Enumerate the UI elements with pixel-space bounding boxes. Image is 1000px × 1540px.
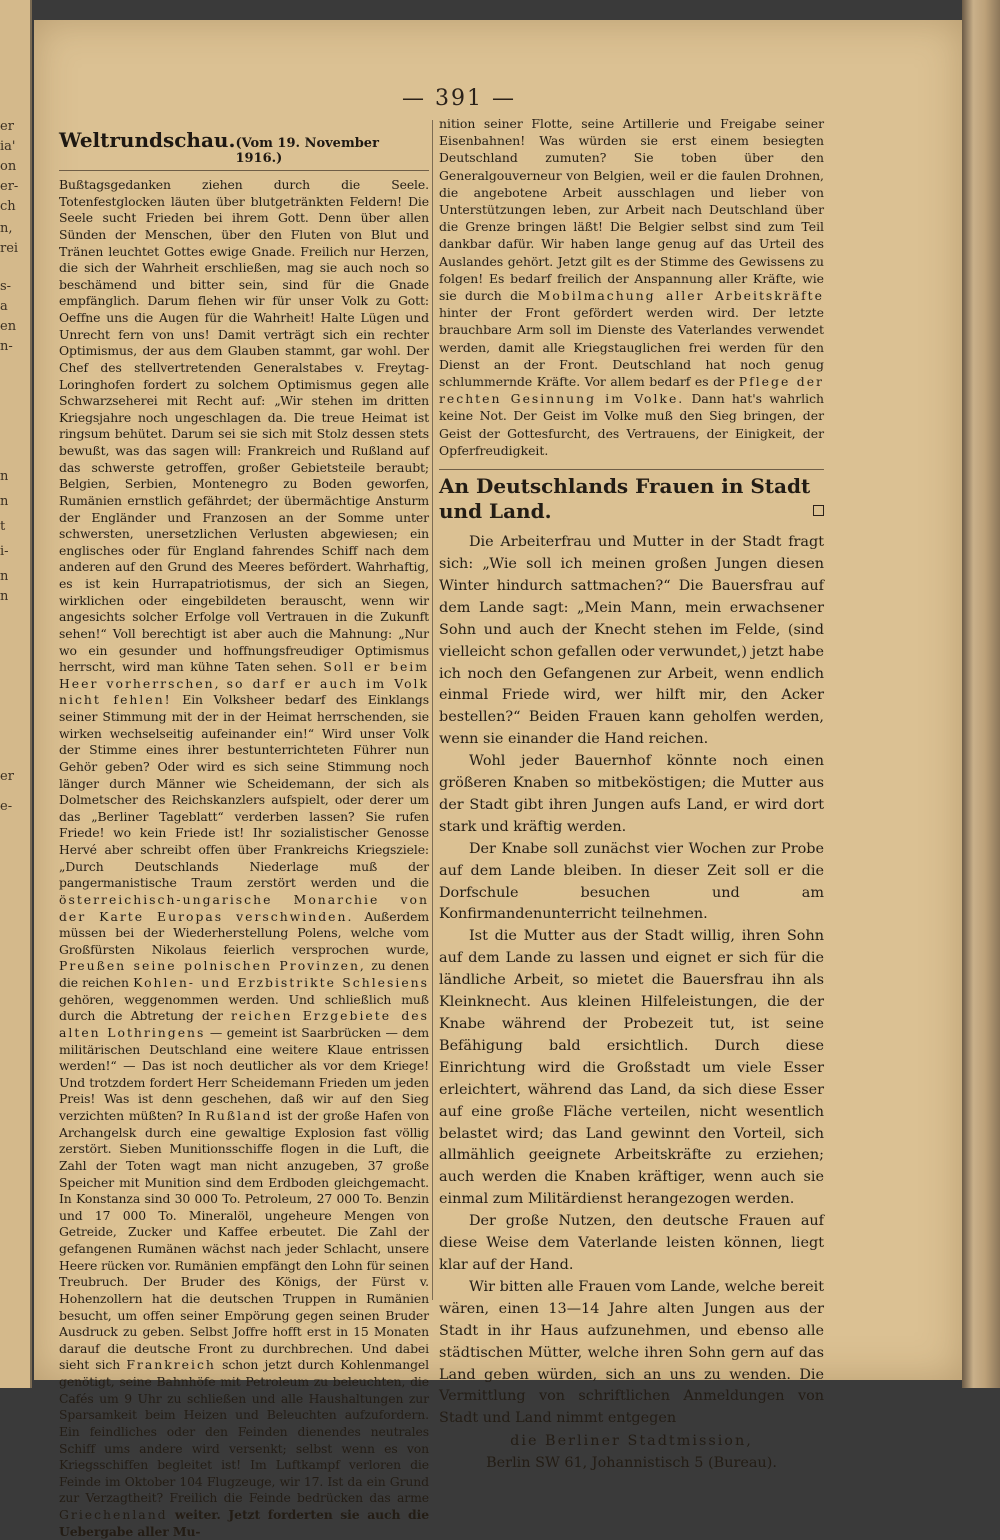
margin-fragment: n- [0,339,13,354]
address-line: Berlin SW 61, Johannistisch 5 (Bureau). [486,1455,777,1472]
previous-page-edge [0,0,32,1388]
page-number: — 391 — [402,86,516,111]
article-paragraph: Die Arbeiterfrau und Mutter in der Stadt fragt sich: „Wie soll ich meinen großen Jungen diesen Winter hindurch sattmachen?“ Die Bauersfrau auf dem Lande sagt: „Mein Mann, mein erwachsener Sohn und auch der Knecht stehen im Felde, (sind vielleicht schon gefallen oder verwundet,) jetzt habe ich noch den Gefangenen zur Arbeit, wenn endlich einmal Friede wird, wer hilft mir, den Acker bestellen?“ Beiden Frauen kann geholfen werden, wenn sie einander die Hand reichen. [439,534,824,748]
margin-fragment: er [0,119,14,134]
article-paragraph: Der große Nutzen, den deutsche Frauen auf diese Weise dem Vaterlande leisten können, liegt klar auf der Hand. [439,1213,824,1273]
margin-fragment: t [0,519,6,534]
margin-fragment: s- [0,279,12,294]
margin-fragment: ch [0,199,16,214]
margin-fragment: n, [0,221,13,236]
margin-fragment: rei [0,241,19,256]
margin-fragment: en [0,319,17,334]
margin-fragment: n [0,494,9,509]
margin-fragment: n [0,589,9,604]
article-paragraph: Wir bitten alle Frauen vom Lande, welche bereit wären, einen 13—14 Jahre alten Jungen aus der Stadt in ihr Haus aufzunehmen, und ebenso alle städtischen Mütter, welche ihren Sohn gern auf das Land geben würden, sich an uns zu wenden. Die Vermittlung von schriftlichen Anmeldungen von Stadt und Land nimmt entgegen [439,1278,824,1427]
margin-fragment: n [0,569,9,584]
margin-fragment: er- [0,179,19,194]
continuation-text: nition seiner Flotte, seine Artillerie und Freigabe seiner Eisenbahnen! Was würden sie erst einem besiegten Deutschland zumuten? Sie toben über den Generalgouverneur von Belgien, weil er die faulen Drohnen, die angebotene Arbeit ausschlagen und lieber von Unterstützungen leben, zur Arbeit nach Deutschland über die Grenze bringen läßt! Die Belgier selbst sind zum Teil dankbar dafür. Wir haben lange genug auf das Urteil des Auslandes gehört. Jetzt gilt es der Stimme des Gewissens zu folgen! Es bedarf freilich der Anspannung aller Kräfte, wie sie durch die Mobilmachung aller Arbeitskräfte hinter der Front gefördert werden wird. Der letzte brauchbare Arm soll im Dienste des Vaterlandes verwendet werden, damit alle Kriegstauglichen frei werden für den Dienst an der Front. Deutschland hat noch genug schlummernde Kräfte. Vor allem bedarf es der Pflege der rechten Gesinnung im Volke. Dann hat's wahrlich keine Not. Der Geist im Volke muß den Sieg bringen, der Geist der Gottesfurcht, des Vertrauens, der Einigkeit, der Opferfreudigkeit. [439,116,824,458]
margin-fragment: on [0,159,17,174]
article-paragraph: Der Knabe soll zunächst vier Wochen zur Probe auf dem Lande bleiben. In dieser Zeit soll er die Dorfschule besuchen und am Konfirmandenunterricht teilnehmen. [439,840,824,923]
book-binding-edge [962,0,1000,1388]
sender-line: die Berliner Stadtmission, [510,1433,753,1450]
margin-fragment: e- [0,799,13,814]
column-divider [432,120,433,1300]
left-column [59,128,429,1540]
article-paragraph: Wohl jeder Bauernhof könnte noch einen größeren Knaben so mitbeköstigen; die Mutter aus der Stadt gibt ihren Jungen aufs Land, er wird dort stark und kräftig werden. [439,753,824,835]
margin-fragment: n [0,469,9,484]
margin-fragment: ia' [0,139,16,154]
article-title: An Deutschlands Frauen in Stadt und Land. [439,469,824,524]
section-title: Weltrundschau. [59,128,236,152]
right-column [439,115,824,1474]
end-square-icon [813,505,824,516]
article-paragraph: Ist die Mutter aus der Stadt willig, ihren Sohn auf dem Lande zu lassen und eignet er sich für die ländliche Arbeit, so mietet die Bauersfrau ihn als Kleinknecht. Aus kleinen Hilfeleistungen, die der Knabe während der Probezeit tut, ist seine Befähigung bald ersichtlich. Durch diese Einrichtung wird die Großstadt um viele Esser erleichtert, während das Land, da sich diese Esser auf eine große Fläche verteilen, nicht wesentlich belastet wird; das Land gewinnt den Vorteil, sich allmählich geeignete Arbeitskräfte zu erziehen; auch werden die Knaben kräftiger, wenn auch sie einmal zum Militärdienst herangezogen werden. [439,928,824,1208]
margin-fragment: i- [0,544,9,559]
section-date: (Vom 19. November 1916.) [235,136,379,166]
newspaper-page [34,20,962,1539]
margin-fragment: er [0,769,14,784]
section-header [59,128,429,171]
margin-fragment: a [0,299,8,314]
weltrundschau-text: Bußtagsgedanken ziehen durch die Seele. Totenfestglocken läuten über blutgetränkten Feldern! Die Seele sucht Frieden bei ihrem Gott. Denn über allen Sünden der Menschen, über den Fluten von Blut und Tränen leuchtet Gottes ewige Gnade. Freilich nur Herzen, die sich der Wahrheit erschließen, mag sie auch noch so beschämend und bitter sein, sind für die Gnade empfänglich. Darum flehen wir für unser Volk zu Gott: Oeffne uns die Augen für die Wahrheit! Halte Lügen und Unrecht fern von uns! Damit verträgt sich ein rechter Optimismus, der aus dem Glauben stammt, gar wohl. Der Chef des stellvertretenden Generalstabes v. Freytag-Loringhofen fordert zu solchem Optimismus gegen alle Schwarzseherei mit Recht auf: „Wir stehen im dritten Kriegsjahre noch ungeschlagen da. Die treue Heimat ist ringsum behütet. Darum sei sie sich mit Stolz dessen stets bewußt, was das sagen will: Frankreich und Rußland auf das schwerste getroffen, großer Gebietsteile beraubt; Belgien, Serbien, Montenegro zu Boden geworfen, Rumänien ernstlich gefährdet; der übermächtige Ansturm der Engländer und Franzosen an der Somme unter schwersten, unersetzlichen Verlusten abgewiesen; ein englisches oder für England fahrendes Schiff nach dem anderen auf den Grund des Meeres befördert. Wahrhaftig, es ist kein Hurrapatriotismus, der sich an Siegen, wirklichen oder eingebildeten berauscht, wenn wir angesichts solcher Erfolge voll Vertrauen in die Zukunft sehen!“ Voll berechtigt ist aber auch die Mahnung: „Nur wo ein gesunder und hoffnungsfreudiger Optimismus herrscht, wird man kühne Taten sehen. Soll er beim Heer vorherrschen, so darf er auch im Volk nicht fehlen! Ein Volksheer bedarf des Einklangs seiner Stimmung mit der in der Heimat herrschenden, sie wirken wechselseitig aufeinander ein!“ Wird unser Volk der Stimme eines ihrer bestunterrichteten Führer nun Gehör geben? Oder wird es sich seine Stimmung noch länger durch Männer wie Scheidemann, der sich als Dolmetscher des Reichskanzlers aufspielt, oder derer um das „Berliner Tageblatt“ verderben lassen? Sie rufen Friede! wo kein Friede ist! Ihr sozialistischer Genosse Hervé aber schreibt offen über Frankreichs Kriegsziele: „Durch Deutschlands Niederlage muß der pangermanistische Traum zerstört werden und die österreichisch-ungarische Monarchie von der Karte Europas verschwinden. Außerdem müssen bei der Wiederherstellung Polens, welche vom Großfürsten Nikolaus feierlich versprochen wurde, Preußen seine polnischen Provinzen, zu denen die reichen Kohlen- und Erzbistrikte Schlesiens gehören, weggenommen werden. Und schließlich muß durch die Abtretung der reichen Erzgebiete des alten Lothringens — gemeint ist Saarbrücken — dem militärischen Deutschland eine weitere Klaue entrissen werden!“ — Das ist noch deutlicher als vor dem Kriege! Und trotzdem fordert Herr Scheidemann Frieden um jeden Preis! Was ist denn geschehen, daß wir auf den Sieg verzichten müßten? In Rußland ist der große Hafen von Archangelsk durch eine gewaltige Explosion fast völlig zerstört. Sieben Munitionsschiffe flogen in die Luft, die Zahl der Toten wagt man nicht anzugeben, 37 große Speicher mit Munition sind dem Erdboden gleichgemacht. In Konstanza sind 30 000 To. Petroleum, 27 000 To. Benzin und 17 000 To. Mineralöl, ungeheure Mengen von Getreide, Zucker und Kaffee erbeutet. Die Zahl der gefangenen Rumänen wächst nach jeder Schlacht, unsere Heere rücken vor. Rumänien empfängt den Lohn für seinen Treubruch. Der Bruder des Königs, der Fürst v. Hohenzollern hat die deutschen Truppen in Rumänien besucht, um offen seiner Empörung gegen seinen Bruder Ausdruck zu geben. Selbst Joffre hofft erst in 15 Monaten darauf die deutsche Front zu durchbrechen. Und dabei sieht sich Frankreich schon jetzt durch Kohlenmangel genötigt, seine Bahnhöfe mit Petroleum zu beleuchten, die Cafés um 9 Uhr zu schließen und alle Haushaltungen zur Sparsamkeit beim Heizen und Beleuchten aufzufordern. Ein feindliches oder den Feinden dienendes neutrales Schiff ums andere wird versenkt; selbst wenn es von Kriegsschiffen begleitet ist! Im Luftkampf verloren die Feinde im Oktober 104 Flugzeuge, wir 17. Ist da ein Grund zur Verzagtheit? Freilich die Feinde bedrücken das arme Griechenland weiter. Jetzt forderten sie auch die Uebergabe aller Mu- [59,177,430,1539]
